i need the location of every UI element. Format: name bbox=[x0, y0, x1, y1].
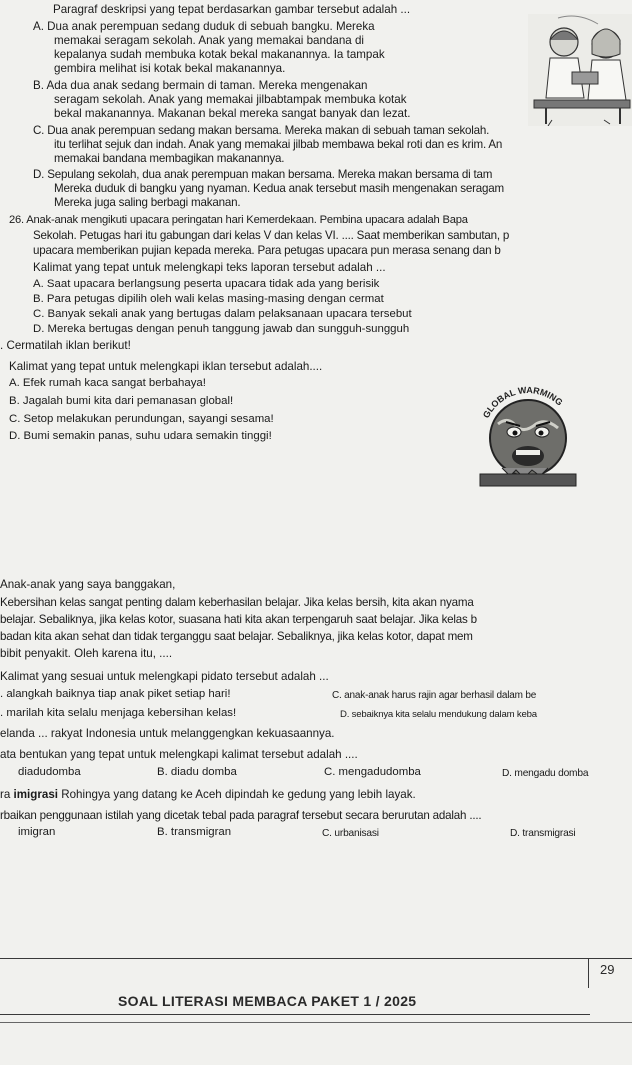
q29-option-b[interactable]: B. diadu domba bbox=[157, 766, 237, 778]
q29-option-a[interactable]: diadudomba bbox=[18, 766, 81, 778]
question-26-line2: Sekolah. Petugas hari itu gabungan dari kelas V dan kelas VI. .... Saat memberikan sambutan, p bbox=[33, 229, 510, 242]
q30-option-b[interactable]: B. transmigran bbox=[157, 826, 232, 838]
question-28-stem: Kalimat yang sesuai untuk melengkapi pidato tersebut adalah ... bbox=[0, 670, 329, 683]
q26-option-d[interactable]: D. Mereka bertugas dengan penuh tanggung jawab dan sungguh-sungguh bbox=[33, 323, 410, 335]
footer-bottom-rule bbox=[0, 1014, 590, 1015]
speech-line2: belajar. Sebaliknya, jika kelas kotor, suasana hati kita akan terpengaruh saat belajar. Jika kelas b bbox=[0, 613, 477, 626]
q25-option-c-line1: C. Dua anak perempuan sedang makan bersama. Mereka makan di sebuah taman sekolah. bbox=[33, 124, 490, 137]
q25-option-a-line1: A. Dua anak perempuan sedang duduk di sebuah bangku. Mereka bbox=[33, 20, 375, 33]
q28-option-b[interactable]: . marilah kita selalu menjaga kebersihan kelas! bbox=[0, 707, 237, 719]
q29-option-d[interactable]: D. mengadu domba bbox=[502, 768, 589, 779]
question-29-stem: elanda ... rakyat Indonesia untuk melanggengkan kekuasaannya. bbox=[0, 727, 335, 740]
q25-option-c-line3: memakai bandana membagikan makanannya. bbox=[54, 152, 285, 165]
q26-option-c[interactable]: C. Banyak sekali anak yang bertugas dalam pelaksanaan upacara tersebut bbox=[33, 308, 412, 320]
question-26-line3: upacara memberikan pujian kepada mereka. Para petugas upacara pun merasa senang dan b bbox=[33, 244, 501, 257]
question-26-line1: 26. Anak-anak mengikuti upacara peringatan hari Kemerdekaan. Pembina upacara adalah Bapa bbox=[9, 214, 468, 226]
q30-option-c[interactable]: C. urbanisasi bbox=[322, 828, 379, 839]
q29-option-c[interactable]: C. mengadudomba bbox=[324, 766, 421, 778]
poster-arc-text: GLOBAL WARMING bbox=[480, 385, 565, 420]
q25-option-b-line1: B. Ada dua anak sedang bermain di taman. Mereka mengenakan bbox=[33, 79, 368, 92]
q30-option-a[interactable]: imigran bbox=[18, 826, 56, 838]
question-30-stem bbox=[0, 788, 416, 801]
q30-stem-post: Rohingya yang datang ke Aceh dipindah ke gedung yang lebih layak. bbox=[58, 788, 416, 801]
q26-option-b[interactable]: B. Para petugas dipilih oleh wali kelas masing-masing dengan cermat bbox=[33, 293, 384, 305]
q30-stem-pre: ra bbox=[0, 788, 14, 801]
q25-option-a-line2: memakai seragam sekolah. Anak yang memakai bandana di bbox=[54, 34, 364, 47]
footer-page-divider bbox=[588, 958, 589, 988]
q25-option-b-line2: seragam sekolah. Anak yang memakai jilbabtampak membuka kotak bbox=[54, 93, 407, 106]
global-warming-poster bbox=[472, 376, 584, 488]
q25-option-a-line4: gembira melihat isi kotak bekal makanannya. bbox=[54, 62, 286, 75]
question-26-stem: Kalimat yang tepat untuk melengkapi teks laporan tersebut adalah ... bbox=[33, 261, 386, 274]
q27-option-d[interactable]: D. Bumi semakin panas, suhu udara semakin tinggi! bbox=[9, 430, 272, 442]
speech-line4: bibit penyakit. Oleh karena itu, .... bbox=[0, 647, 173, 660]
q30-bold-term: imigrasi bbox=[13, 788, 58, 801]
page-number: 29 bbox=[600, 962, 615, 977]
q30-option-d[interactable]: D. transmigrasi bbox=[510, 828, 576, 839]
question-25-stem: Paragraf deskripsi yang tepat berdasarkan gambar tersebut adalah ... bbox=[53, 3, 411, 16]
footer-top-rule bbox=[0, 958, 632, 959]
q25-option-c-line2: itu terlihat sejuk dan indah. Anak yang memakai jilbab membawa bekal roti dan es krim. An bbox=[54, 138, 503, 151]
q27-option-b[interactable]: B. Jagalah bumi kita dari pemanasan global! bbox=[9, 395, 234, 407]
speech-line3: badan kita akan sehat dan tidak terganggu saat belajar. Sebaliknya, jika kelas kotor, dapat mem bbox=[0, 630, 473, 643]
q25-option-d-line3: Mereka juga saling berbagi makanan. bbox=[54, 196, 241, 209]
q25-option-a-line3: kepalanya sudah membuka kotak bekal makanannya. Ia tampak bbox=[54, 48, 385, 61]
q27-option-c[interactable]: C. Setop melakukan perundungan, sayangi sesama! bbox=[9, 413, 274, 425]
q26-option-a[interactable]: A. Saat upacara berlangsung peserta upacara tidak ada yang berisik bbox=[33, 278, 380, 290]
question-30-question: rbaikan penggunaan istilah yang dicetak tebal pada paragraf tersebut secara berurutan adalah .... bbox=[0, 809, 482, 822]
q28-option-c[interactable]: C. anak-anak harus rajin agar berhasil dalam be bbox=[332, 690, 537, 701]
q28-option-a[interactable]: . alangkah baiknya tiap anak piket setiap hari! bbox=[0, 688, 231, 700]
speech-greeting: Anak-anak yang saya banggakan, bbox=[0, 578, 176, 591]
footer-title: SOAL LITERASI MEMBACA PAKET 1 / 2025 bbox=[118, 993, 417, 1009]
q27-option-a[interactable]: A. Efek rumah kaca sangat berbahaya! bbox=[9, 377, 206, 389]
question-27-intro: . Cermatilah iklan berikut! bbox=[0, 339, 131, 352]
question-27-stem: Kalimat yang tepat untuk melengkapi iklan tersebut adalah.... bbox=[9, 360, 323, 373]
q25-option-b-line3: bekal makanannya. Makanan bekal mereka sangat banyak dan lezat. bbox=[54, 107, 411, 120]
q25-option-d-line2: Mereka duduk di bangku yang nyaman. Kedua anak tersebut masih mengenakan seragam bbox=[54, 182, 504, 195]
q28-option-d[interactable]: D. sebaiknya kita selalu mendukung dalam keba bbox=[340, 709, 537, 720]
q25-option-d-line1: D. Sepulang sekolah, dua anak perempuan makan bersama. Mereka makan bersama di tam bbox=[33, 168, 493, 181]
speech-line1: Kebersihan kelas sangat penting dalam keberhasilan belajar. Jika kelas bersih, kita akan nyama bbox=[0, 596, 474, 609]
question-29-question: ata bentukan yang tepat untuk melengkapi kalimat tersebut adalah .... bbox=[0, 748, 358, 761]
girls-eating-illustration bbox=[528, 14, 632, 126]
footer-outer-rule bbox=[0, 1022, 632, 1023]
